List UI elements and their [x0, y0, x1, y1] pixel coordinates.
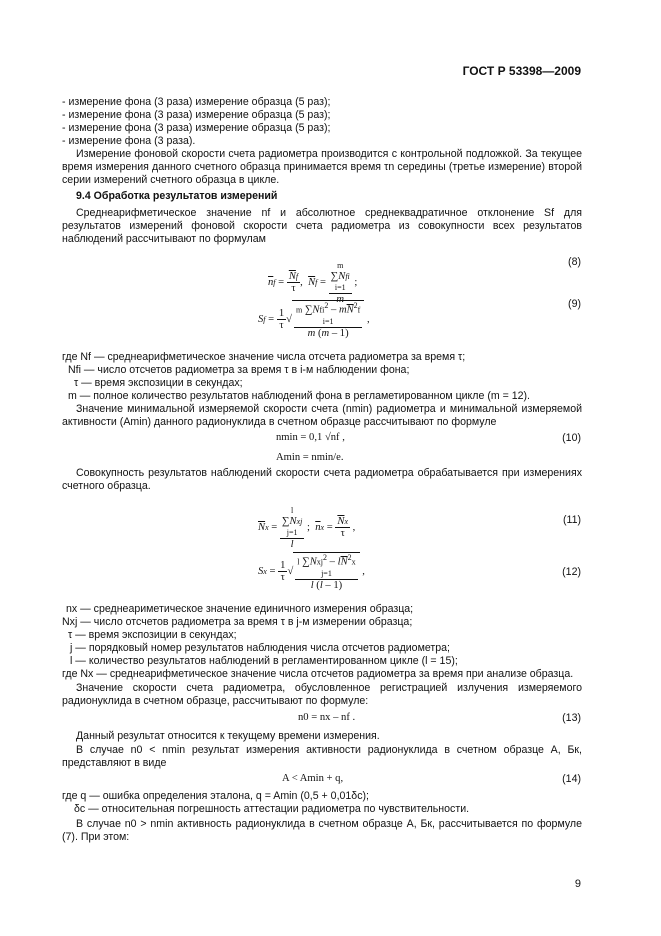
definitions-2	[62, 603, 582, 681]
list-item: - измерение фона (3 раза) измерение образца (5 раз);	[62, 109, 331, 121]
list-item: - измерение фона (3 раза) измерение образца (5 раз);	[62, 96, 331, 108]
paragraph-min: Значение минимальной измеряемой скорости счета (nmin) радиометра и минимальной измеряемой активности (Amin) данного радионуклида в счетном образце рассчитывают по формуле	[62, 403, 582, 428]
equation-10b: Amin = nmin/e.	[276, 452, 344, 463]
equation-12-number: (12)	[562, 566, 581, 578]
page-number: 9	[574, 878, 581, 890]
list-item: - измерение фона (3 раза).	[62, 135, 196, 147]
definitions-3	[62, 790, 582, 816]
paragraph-mean: Среднеарифметическое значение nf и абсолютное среднеквадратичное отклонение Sf для результатов измерений фоновой скорости счета радиометра из совокупности всех результатов наблюдений рассчитывают по формулам	[62, 207, 582, 245]
definition-item: где q — ошибка определения эталона, q = Amin (0,5 + 0,01δс);	[62, 790, 369, 802]
equation-12: Sx = $\frac{1}{\tau}$ √ l $\sum Nxj^2 - l\overline{N}^2x$ j=1 l (l – 1) ,	[258, 553, 365, 591]
equation-13-number: (13)	[562, 712, 581, 724]
equation-14-number: (14)	[562, 773, 581, 785]
paragraph-current: Данный результат относится к текущему времени измерения.	[76, 730, 380, 742]
equation-9: Sf = $\frac{1}{\tau}$ √ m $\sum Nfi^2 - m\overline{N}^2f$ i=1 m (m – 1) ,	[258, 301, 370, 339]
definition-item: δс — относительная погрешность аттестации радиометра по чувствительности.	[74, 803, 470, 815]
definition-item: j — порядковый номер результатов наблюдения числа отсчетов радиометра;	[70, 642, 450, 654]
definition-item: τ — время экспозиции в секундах;	[74, 377, 243, 389]
equation-14: A < Amin + q,	[282, 773, 344, 784]
equation-10: nmin = 0,1 √nf ,	[276, 432, 345, 443]
section-heading: 9.4 Обработка результатов измерений	[76, 190, 278, 202]
paragraph-value: Значение скорости счета радиометра, обусловленное регистрацией излучения измеряемого радионуклида в счетном образце, рассчитывают по формуле:	[62, 682, 582, 707]
definition-item: где Nx — среднеарифметическое значение числа отсчетов радиометра за время при анализе образца.	[62, 668, 574, 680]
measurement-list	[62, 96, 582, 148]
standard-header: ГОСТ Р 53398—2009	[462, 64, 581, 78]
equation-8-number: (8)	[568, 256, 581, 268]
definition-item: где Nf — среднеарифметическое значение числа отсчета радиометра за время τ;	[62, 351, 466, 363]
definition-item: l — количество результатов наблюдений в регламентированном цикле (l = 15);	[70, 655, 458, 667]
definition-item: τ — время экспозиции в секундах;	[68, 629, 237, 641]
definition-item: m — полное количество результатов наблюдений фона в регламетированном цикле (m = 12).	[68, 390, 531, 402]
definition-item: Nfi — число отсчетов радиометра за время τ в i-м наблюдении фона;	[68, 364, 410, 376]
definitions-1	[62, 351, 582, 403]
definition-item: nx — среднеариметическое значение единичного измерения образца;	[66, 603, 414, 615]
paragraph-case-2: В случае n0 > nmin активность радионуклида в счетном образце A, Бк, рассчитывается по формуле (7). При этом:	[62, 818, 582, 843]
paragraph-case-1: В случае n0 < nmin результат измерения активности радионуклида в счетном образце A, Бк, представляют в виде	[62, 744, 582, 769]
paragraph-sample: Совокупность результатов наблюдений скорости счета радиометра обрабатывается при измерениях счетного образца.	[62, 467, 582, 492]
equation-11-number: (11)	[562, 514, 581, 526]
equation-13: n0 = nx – nf .	[298, 712, 356, 723]
equation-9-number: (9)	[568, 298, 581, 310]
definition-item: Nxj — число отсчетов радиометра за время τ в j-м измерении образца;	[62, 616, 413, 628]
paragraph-background: Измерение фоновой скорости счета радиометра производится с контрольной подложкой. За текущее время измерения данного счетного образца принимается время τn середины (третье измерение) второй серии измерений счетного образца в цикле.	[62, 148, 582, 186]
list-item: - измерение фона (3 раза) измерение образца (5 раз);	[62, 122, 331, 134]
equation-10-number: (10)	[562, 432, 581, 444]
equation-11: $\overline{N}x$ = l ∑Nxj j=1 l ; $\overline{n}x$ = $\frac{\overline{N}x}{\tau}$ ,	[258, 506, 356, 550]
equation-8: $\overline{n}f$ = $\frac{\overline{N}f}{\tau}$ , $\overline{N}f$ = m ∑Nfi i=1 m ;	[268, 261, 358, 305]
